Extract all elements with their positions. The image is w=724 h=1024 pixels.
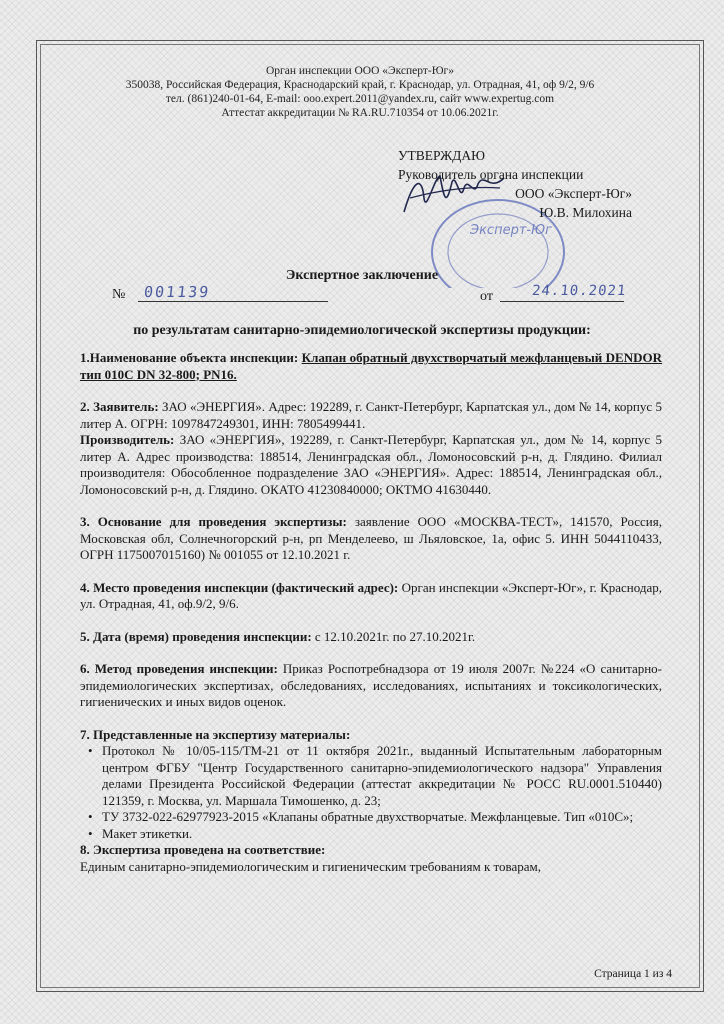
section-6-text: Приказ Роспотребнадзора от 19 июля 2007г. №224 «О санитарно-эпидемиологических экспертизах, обследованиях, исследованиях, испытаниях и токсикологических, гигиенических и иных видов оценок. [80,661,663,709]
section-5-text: с 12.10.2021г. по 27.10.2021г. [314,628,476,644]
stamp-text: Эксперт-Юг [470,223,552,238]
section-3-text: заявление ООО «МОСКВА-ТЕСТ», 141570, Россия, Московская обл, Солнечногорский р-н, рп Менделеево, ш Льяловское, 1а, офис 5. ИНН 5044110433, ОГРН 1175007015160) № 001055 от 12.10.2021 г. [80,514,662,562]
letterhead-accreditation: Аттестат аккредитации № RA.RU.710354 от 10.06.2021г. [221,107,499,119]
section-2-applicant [80,399,662,432]
list-item: • ТУ 3732-022-62977923-2015 «Клапаны обратные двухстворчатые. Межфланцевые. Тип «010С»; [80,809,662,826]
document-body [80,350,662,875]
materials-list [80,743,662,842]
section-1-label: 1.Наименование объекта инспекции: [80,350,299,365]
document-title: Экспертное заключение [285,268,439,283]
section-1-value: Клапан обратный двухстворчатый межфланцевый DENDOR тип 010C DN 32-800; PN16. [80,350,663,382]
section-8-label: 8. Экспертиза проведена на соответствие: [80,842,326,857]
page-number: Страница 1 из 4 [594,968,672,980]
approval-position: Руководитель органа инспекции [398,167,584,182]
section-7 [80,727,662,744]
section-8-text: Единым санитарно-эпидемиологическим и гигиеническим требованиям к товарам, [80,858,542,874]
letterhead-contacts: тел. (861)240-01-64, E-mail: ooo.expert.2011@yandex.ru, сайт www.expertug.com [165,93,555,105]
document-subtitle: по результатам санитарно-эпидемиологической экспертизы продукции: [133,323,591,338]
section-3 [80,514,662,564]
number-label: № [112,287,126,302]
date-underline [500,301,624,302]
producer-label: Производитель: [80,432,175,447]
approval-block [398,146,638,222]
section-5-label: 5. Дата (время) проведения инспекции: [80,628,312,644]
section-6 [80,661,662,711]
letterhead [60,64,660,120]
section-6-label: 6. Метод проведения инспекции: [80,661,278,676]
section-8 [80,842,662,859]
section-7-label: 7. Представленные на экспертизу материалы: [80,726,351,742]
letterhead-address: 350038, Российская Федерация, Краснодарский край, г. Краснодар, ул. Отрадная, 41, оф 9/2, 9/6 [125,79,595,91]
document-number: 001139 [143,283,212,301]
document-date: 24.10.2021 [531,283,628,299]
document-number-row [112,283,632,309]
date-label: от [480,289,493,304]
section-5 [80,629,662,646]
section-4-label: 4. Место проведения инспекции (фактический адрес): [80,579,399,595]
list-item: • Макет этикетки. [80,826,662,843]
section-2-label: 2. Заявитель: [80,399,159,414]
section-4 [80,580,662,613]
producer-text: ЗАО «ЭНЕРГИЯ», 192289, г. Санкт-Петербург, Карпатская ул., дом № 14, корпус 5 литер А. Адрес производства: 188514, Ленинградская обл., Ломоносовский р-н, д. Глядино. Филиал производителя: Обособленное подразделение ЗАО «ЭНЕРГИЯ». Адрес: 188514, Ленинградская обл., Ломоносовский р-н, д. Глядино. ОКАТО 41230840000; ОКТМО 41630440. [80,432,663,497]
letterhead-org: Орган инспекции ООО «Эксперт-Юг» [265,65,455,77]
approval-name: Ю.В. Милохина [539,205,632,220]
section-3-label: 3. Основание для проведения экспертизы: [80,514,347,529]
number-underline [138,301,328,302]
applicant-text: ЗАО «ЭНЕРГИЯ». Адрес: 192289, г. Санкт-Петербург, Карпатская ул., дом № 14, корпус 5 литер А. ОГРН: 1097847249301, ИНН: 7805499441. [80,399,662,431]
section-1 [80,350,662,383]
approval-org: ООО «Эксперт-Юг» [515,186,632,201]
list-item: • Протокол № 10/05-115/ТМ-21 от 11 октября 2021г., выданный Испытательным лабораторным центром ФГБУ "Центр Государственного санитарно-эпидемиологического надзора" Управления делами Президента Российской Федерации (аттестат аккредитации № РОСС RU.0001.510440) 121359, г. Москва, ул. Маршала Тимошенко, д. 23; [80,743,662,809]
approval-title: УТВЕРЖДАЮ [398,148,486,163]
section-2-producer [80,432,662,498]
section-4-text: Орган инспекции «Эксперт-Юг», г. Краснодар, ул. Отрадная, 41, оф.9/2, 9/6. [80,579,662,611]
